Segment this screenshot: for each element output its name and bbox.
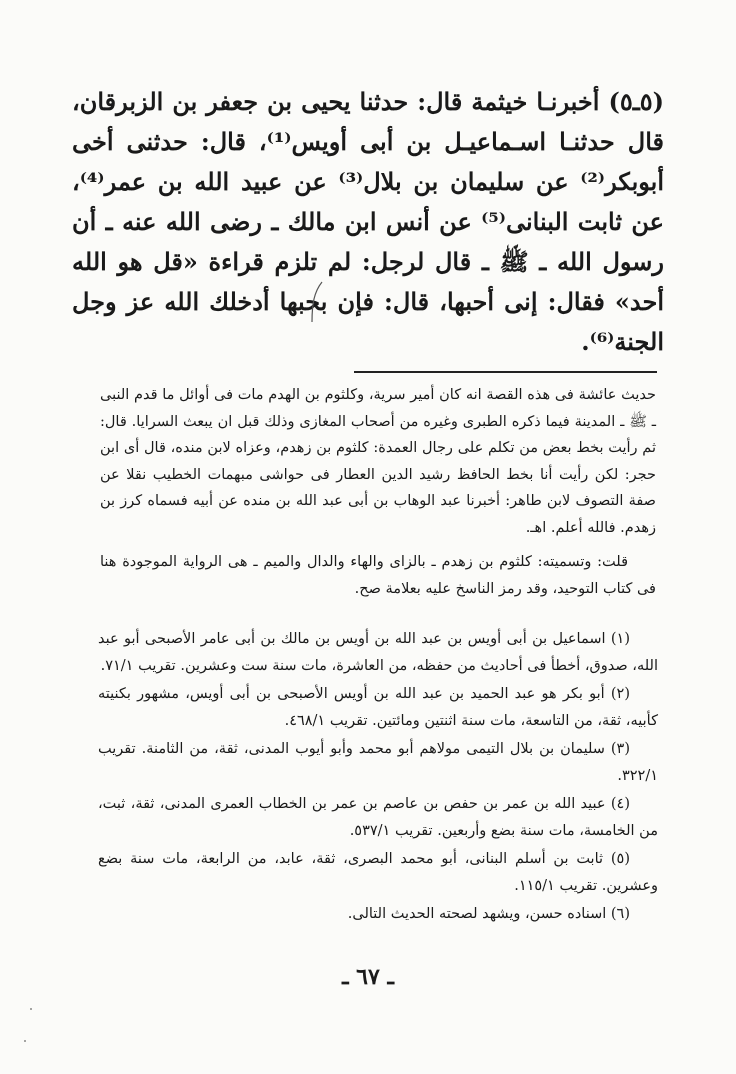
footnote-separator bbox=[354, 371, 657, 373]
footnotes-list bbox=[98, 626, 658, 930]
footnote-4: (٤) عبيد الله بن عمر بن حفص بن عاصم بن عمر بن الخطاب العمرى المدنى، ثقة، ثبت، من الخامسة، مات سنة بضع وأربعين. تقريب ٥٣٧/١. bbox=[98, 796, 658, 839]
hadith-block bbox=[72, 82, 664, 362]
footnote-2: (٢) أبو بكر هو عبد الحميد بن عبد الله بن أويس الأصبحى بن أبى أويس، مشهور بكنيته كأبيه، ثقة، من التاسعة، مات سنة اثنتين ومائتين. تقريب ٤٦٨/١. bbox=[98, 686, 658, 729]
continued-note-paragraph-1: حديث عائشة فى هذه القصة انه كان أمير سرية، وكلثوم بن الهدم مات فى أوائل ما قدم النبى ـ ﷺ ـ المدينة فيما ذكره الطبرى وغيره من أصحاب المغازى وذلك قبل ان يبعث السرايا. قال: ثم رأيت بخط بعض من تكلم على رجال العمدة: كلثوم بن زهدم، وعزاه لابن منده، قال أى ابن حجر: لكن رأيت أنا بخط الحافظ رشيد الدين العطار فى حواشى مبهمات الخطيب نقلا عن صفة التصوف لابن طاهر: أخبرنا عبد الوهاب بن أبى عبد الله بن منده عن أبيه فسماه كرز بن زهدم. فالله أعلم. اهـ. bbox=[100, 387, 656, 536]
page-number: ـ ٦٧ ـ bbox=[342, 964, 394, 990]
footnote-1: (١) اسماعيل بن أبى أويس بن عبد الله بن أويس بن مالك بن أبى عامر الأصبحى أبو عبد الله، صدوق، أخطأ فى أحاديث من حفظه، من العاشرة، مات سنة ست وعشرين. تقريب ٧١/١. bbox=[98, 631, 658, 674]
pen-stroke-mark bbox=[300, 278, 330, 328]
footnote-6: (٦) اسناده حسن، ويشهد لصحته الحديث التالى. bbox=[347, 906, 630, 922]
scan-speck bbox=[24, 1040, 26, 1042]
continued-note bbox=[100, 382, 656, 602]
hadith-number: (٥ـ٥) bbox=[608, 87, 664, 116]
footnote-3: (٣) سليمان بن بلال التيمى مولاهم أبو محمد وأبو أيوب المدنى، ثقة، من الثامنة. تقريب ٣٢٢/١. bbox=[98, 741, 658, 784]
continued-note-paragraph-2: قلت: وتسميته: كلثوم بن زهدم ـ بالزاى والهاء والدال والميم ـ هى الرواية الموجودة هنا فى كتاب التوحيد، وقد رمز الناسخ عليه بعلامة صح. bbox=[100, 554, 656, 597]
hadith-text: أخبرنـا خيثمة قال: حدثنا يحيى بن جعفر بن الزبرقان، قال حدثنـا اسـماعيـل بن أبى أويس⁽¹⁾، قال: حدثنى أخى أبوبكر⁽²⁾ عن سليمان بن بلال⁽³⁾ عن عبيد الله بن عمر⁽⁴⁾، عن ثابت البنانى⁽⁵⁾ عن أنس ابن مالك ـ رضى الله عنه ـ أن رسول الله ـ ﷺ ـ قال لرجل: لم تلزم قراءة «قل هو الله أحد» فقال: إنى أحبها، قال: فإن بحبها أدخلك الله عز وجل الجنة⁽⁶⁾. bbox=[72, 87, 664, 356]
scan-speck bbox=[30, 1008, 32, 1010]
footnote-5: (٥) ثابت بن أسلم البنانى، أبو محمد البصرى، ثقة، عابد، من الرابعة، مات سنة بضع وعشرين. تقريب ١١٥/١. bbox=[98, 851, 658, 894]
hadith-paragraph bbox=[72, 82, 664, 362]
